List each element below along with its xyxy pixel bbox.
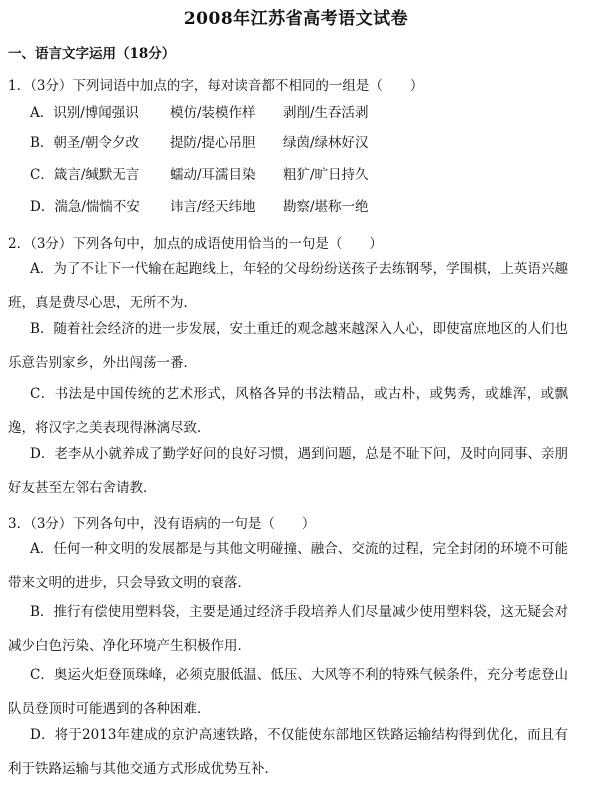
option-text: 剥削/生吞活剥 xyxy=(283,105,369,121)
option-text: 讳言/经天纬地 xyxy=(170,199,256,215)
question-2-option-d: D．老李从小就养成了勤学好问的良好习惯，遇到问题，总是不耻下问，及时向同事、亲朋好友甚至左邻右舍请教． xyxy=(8,446,568,496)
section-heading: 一、语言文字运用（18分） xyxy=(8,46,176,62)
question-3-option-b: B．推行有偿使用塑料袋，主要是通过经济手段培养人们尽量减少使用塑料袋，这无疑会对减少白色污染、净化环境产生积极作用． xyxy=(8,604,568,654)
page-title: 2008年江苏省高考语文试卷 xyxy=(183,9,409,29)
option-text: 绿茵/绿林好汉 xyxy=(283,135,369,151)
question-2-stem: 2．（3分）下列各句中，加点的成语使用恰当的一句是（ ） xyxy=(8,236,383,252)
question-2-option-a: A．为了不让下一代输在起跑线上，年轻的父母纷纷送孩子去练钢琴，学围棋，上英语兴趣班，真是费尽心思，无所不为． xyxy=(8,261,568,311)
option-text: B．朝圣/朝令夕改 xyxy=(30,135,139,151)
question-1-stem: 1．（3分）下列词语中加点的字，每对读音都不相同的一组是（ ） xyxy=(8,78,424,94)
option-text: A．识别/博闻强识 xyxy=(30,105,139,121)
option-text: D．湍急/惴惴不安 xyxy=(30,199,140,215)
option-text: 提防/提心吊胆 xyxy=(170,135,256,151)
option-text: 模仿/装模作样 xyxy=(170,105,256,121)
question-3-option-c: C．奥运火炬登顶珠峰，必须克服低温、低压、大风等不利的特殊气候条件，充分考虑登山队员登顶时可能遇到的各种困难． xyxy=(8,667,568,717)
question-2-option-b: B．随着社会经济的进一步发展，安土重迁的观念越来越深入人心，即使富庶地区的人们也乐意告别家乡，外出闯荡一番． xyxy=(8,321,568,371)
option-text: 勘察/堪称一绝 xyxy=(283,199,369,215)
question-2-option-c: C．书法是中国传统的艺术形式，风格各异的书法精品，或古朴，或隽秀，或雄浑，或飘逸，将汉字之美表现得淋漓尽致． xyxy=(8,386,568,436)
option-text: C．箴言/缄默无言 xyxy=(30,167,140,183)
question-3-stem: 3．（3分）下列各句中，没有语病的一句是（ ） xyxy=(8,516,316,532)
option-text: 粗犷/旷日持久 xyxy=(283,167,369,183)
question-3-option-d: D．将于2013年建成的京沪高速铁路，不仅能使东部地区铁路运输结构得到优化，而且有利于铁路运输与其他交通方式形成优势互补． xyxy=(8,727,568,777)
question-3-option-a: A．任何一种文明的发展都是与其他文明碰撞、融合、交流的过程，完全封闭的环境不可能带来文明的进步，只会导致文明的衰落． xyxy=(8,541,568,591)
option-text: 蠕动/耳濡目染 xyxy=(170,167,256,183)
